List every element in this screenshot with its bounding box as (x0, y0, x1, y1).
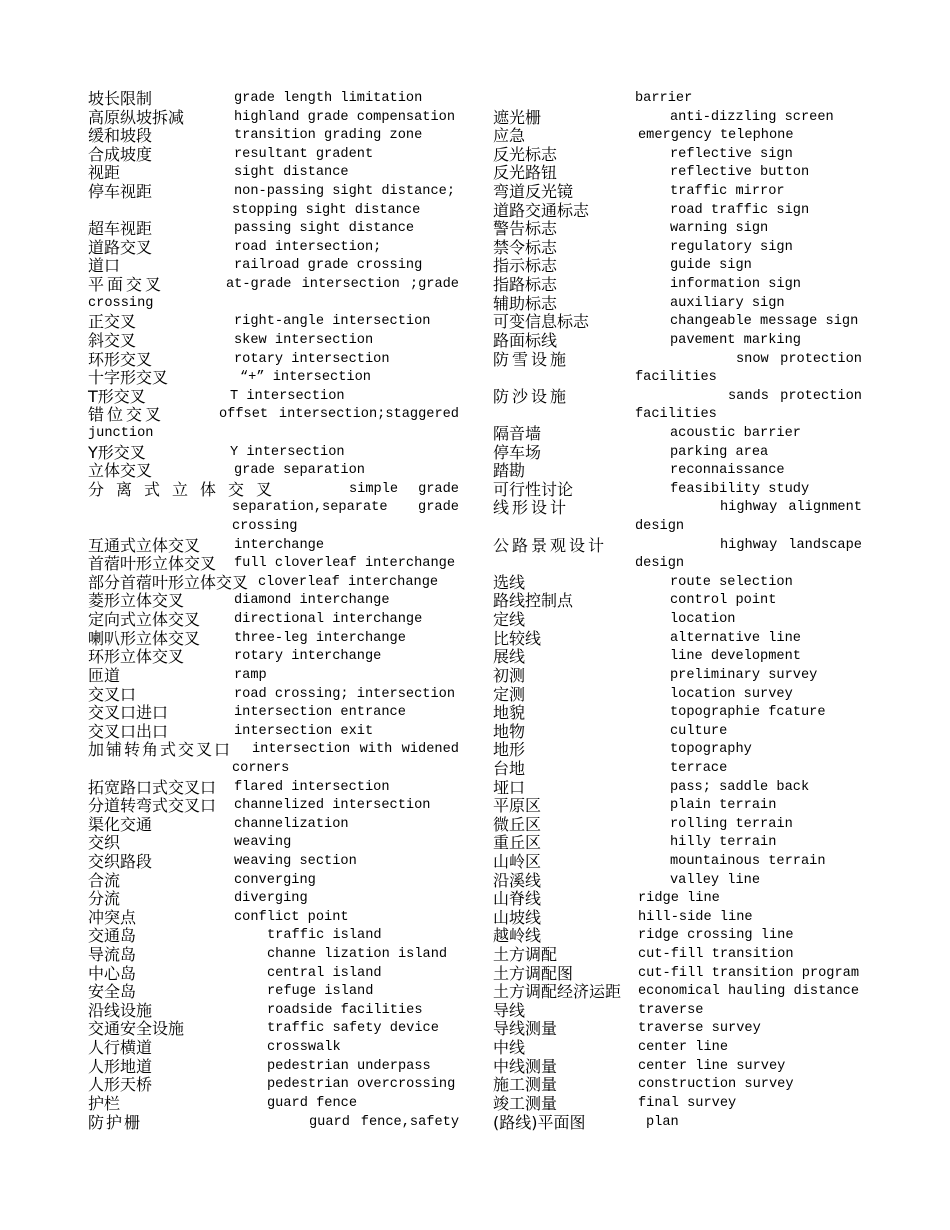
chinese-term: 交叉口出口 (88, 721, 169, 741)
chinese-term: 中心岛 (88, 963, 137, 983)
english-term: sight distance (234, 165, 349, 181)
english-term: rotary interchange (234, 649, 382, 665)
glossary-line (0, 946, 950, 965)
glossary-line (0, 723, 950, 742)
chinese-term: 菱形立体交叉 (88, 591, 185, 611)
chinese-term: 指示标志 (493, 256, 558, 276)
english-term: railroad grade crossing (234, 258, 423, 274)
chinese-term: 台地 (493, 758, 526, 778)
english-term: T intersection (230, 388, 345, 404)
glossary-line (0, 518, 950, 537)
english-term: transition grading zone (234, 128, 423, 144)
chinese-term: 护栏 (88, 1093, 121, 1113)
english-term: channelized intersection (234, 798, 431, 814)
chinese-term: 停车场 (493, 442, 542, 462)
chinese-term: 辅助标志 (493, 293, 558, 313)
chinese-term: 坡长限制 (88, 89, 153, 108)
english-term: ridge line (638, 891, 720, 907)
english-term: diverging (234, 891, 308, 907)
english-term: cut-fill transition program (638, 965, 860, 981)
english-term: grade separation (234, 463, 365, 479)
chinese-term: 立体交叉 (88, 461, 153, 481)
chinese-term: 道路交通标志 (493, 200, 590, 220)
glossary-line (0, 853, 950, 872)
chinese-term: 越岭线 (493, 926, 542, 946)
glossary-line (0, 797, 950, 816)
english-term: at-grade intersection ;grade (226, 277, 459, 293)
english-term: emergency telephone (638, 128, 794, 144)
english-term: line development (670, 649, 801, 665)
english-term: crossing (232, 519, 298, 535)
chinese-term: 应急 (493, 126, 526, 146)
chinese-term: 交织路段 (88, 851, 153, 871)
english-term: reflective button (670, 165, 810, 181)
chinese-term: 人形天桥 (88, 1075, 153, 1095)
chinese-term: 山坡线 (493, 907, 542, 927)
chinese-term: 交通岛 (88, 926, 137, 946)
english-term: right-angle intersection (234, 314, 431, 330)
english-term: skew intersection (234, 332, 374, 348)
glossary-line (0, 927, 950, 946)
glossary-line (0, 164, 950, 183)
glossary-line (0, 109, 950, 128)
chinese-term: (路线)平面图 (493, 1112, 586, 1132)
english-term: road crossing; intersection (234, 686, 456, 702)
english-term: alternative line (670, 630, 801, 646)
glossary-line (0, 834, 950, 853)
glossary-line (0, 369, 950, 388)
english-term: warning sign (670, 221, 769, 237)
chinese-term: 警告标志 (493, 219, 558, 239)
english-term: guard fence (267, 1095, 358, 1111)
glossary-line (0, 146, 950, 165)
chinese-term: 中线测量 (493, 1056, 558, 1076)
glossary-line (0, 332, 950, 351)
english-term: separation,separate grade (232, 500, 459, 516)
english-term: reconnaissance (670, 463, 785, 479)
chinese-term: 环形立体交叉 (88, 647, 185, 667)
chinese-term: 人形地道 (88, 1056, 153, 1076)
chinese-term: 分离式立体交叉 (88, 479, 285, 499)
chinese-term: 土方调配 (493, 945, 558, 965)
chinese-term: 首蓿叶形立体交叉 (88, 554, 217, 574)
chinese-term: 十字形交叉 (88, 368, 169, 388)
english-term: center line survey (638, 1058, 786, 1074)
chinese-term: 安全岛 (88, 982, 137, 1002)
chinese-term: 加铺转角式交叉口 (88, 740, 233, 760)
english-term: Y intersection (230, 444, 345, 460)
english-term: culture (670, 723, 728, 739)
english-term: grade length limitation (234, 91, 423, 106)
chinese-term: 渠化交通 (88, 814, 153, 834)
chinese-term: 导线 (493, 1000, 526, 1020)
chinese-term: 交织 (88, 833, 121, 853)
glossary-line (0, 760, 950, 779)
glossary-line (0, 425, 950, 444)
english-term: facilities (635, 370, 717, 386)
english-term: guard fence,safety (309, 1114, 459, 1130)
english-term: valley line (670, 872, 761, 888)
english-term: feasibility study (670, 481, 810, 497)
glossary-line (0, 257, 950, 276)
english-term: pavement marking (670, 332, 801, 348)
english-term: “+” intersection (240, 370, 371, 386)
english-term: preliminary survey (670, 667, 818, 683)
english-term: crossing (88, 295, 154, 311)
chinese-term: 交通安全设施 (88, 1019, 185, 1039)
glossary-line (0, 1058, 950, 1077)
chinese-term: 沿溪线 (493, 870, 542, 890)
glossary-line (0, 779, 950, 798)
glossary-line (0, 239, 950, 258)
chinese-term: 导线测量 (493, 1019, 558, 1039)
english-term: changeable message sign (670, 314, 859, 330)
glossary-line (0, 462, 950, 481)
chinese-term: 高原纵坡拆减 (88, 107, 185, 127)
chinese-term: 反光标志 (493, 144, 558, 164)
english-term: pedestrian underpass (267, 1058, 431, 1074)
glossary-line (0, 1095, 950, 1114)
glossary-line (0, 648, 950, 667)
glossary-line (0, 704, 950, 723)
english-term: converging (234, 872, 316, 888)
english-term: flared intersection (234, 779, 390, 795)
chinese-term: 拓宽路口式交叉口 (88, 777, 217, 797)
chinese-term: 合流 (88, 870, 121, 890)
english-term: center line (638, 1040, 729, 1056)
english-term: weaving section (234, 853, 357, 869)
chinese-term: 冲突点 (88, 907, 137, 927)
glossary-line (0, 872, 950, 891)
english-term: junction (88, 425, 154, 441)
english-term: barrier (635, 91, 693, 106)
english-term: traffic mirror (670, 184, 785, 200)
chinese-term: 道口 (88, 256, 121, 276)
glossary-line (0, 444, 950, 463)
english-term: construction survey (638, 1077, 794, 1093)
glossary-line (0, 1076, 950, 1095)
english-term: intersection exit (234, 723, 374, 739)
glossary-line (0, 127, 950, 146)
chinese-term: 山脊线 (493, 889, 542, 909)
chinese-term: 定测 (493, 684, 526, 704)
chinese-term: 选线 (493, 572, 526, 592)
english-term: crosswalk (267, 1040, 341, 1056)
english-term: highway landscape (720, 537, 862, 553)
english-term: simple grade (349, 481, 459, 497)
english-term: route selection (670, 574, 793, 590)
english-term: central island (267, 965, 382, 981)
chinese-term: 斜交叉 (88, 330, 137, 350)
glossary-line (0, 890, 950, 909)
english-term: control point (670, 593, 777, 609)
english-term: weaving (234, 835, 292, 851)
english-term: ridge crossing line (638, 928, 794, 944)
glossary-line (0, 183, 950, 202)
chinese-term: 比较线 (493, 628, 542, 648)
english-term: intersection entrance (234, 705, 406, 721)
english-term: mountainous terrain (670, 853, 826, 869)
english-term: plain terrain (670, 798, 777, 814)
chinese-term: 线形设计 (493, 498, 570, 518)
english-term: highway alignment (720, 500, 862, 516)
chinese-term: 平原区 (493, 796, 542, 816)
chinese-term: 导流岛 (88, 945, 137, 965)
english-term: directional interchange (234, 612, 423, 628)
english-term: traffic island (267, 928, 382, 944)
chinese-term: 踏勘 (493, 461, 526, 481)
chinese-term: 可行性讨论 (493, 479, 574, 499)
chinese-term: 垭口 (493, 777, 526, 797)
chinese-term: 中线 (493, 1038, 526, 1058)
english-term: snow protection (736, 351, 862, 367)
chinese-term: 沿线设施 (88, 1000, 153, 1020)
glossary-line (0, 295, 950, 314)
glossary-line (0, 537, 950, 556)
english-term: acoustic barrier (670, 425, 801, 441)
english-term: rotary intersection (234, 351, 390, 367)
chinese-term: 指路标志 (493, 275, 558, 295)
chinese-term: 停车视距 (88, 182, 153, 202)
glossary-line (0, 90, 950, 109)
glossary-line (0, 555, 950, 574)
chinese-term: 分流 (88, 889, 121, 909)
english-term: facilities (635, 407, 717, 423)
chinese-term: 喇叭形立体交叉 (88, 628, 201, 648)
english-term: cloverleaf interchange (258, 574, 439, 590)
chinese-term: 可变信息标志 (493, 312, 590, 332)
glossary-line (0, 276, 950, 295)
chinese-term: 定线 (493, 610, 526, 630)
glossary-line (0, 313, 950, 332)
chinese-term: 路面标线 (493, 330, 558, 350)
glossary-line (0, 481, 950, 500)
english-term: cut-fill transition (638, 947, 794, 963)
english-term: passing sight distance (234, 221, 415, 237)
english-term: interchange (234, 537, 325, 553)
english-term: highland grade compensation (234, 109, 456, 125)
glossary-line (0, 741, 950, 760)
chinese-term: 地形 (493, 740, 526, 760)
english-term: rolling terrain (670, 816, 793, 832)
chinese-term: 展线 (493, 647, 526, 667)
glossary-line (0, 574, 950, 593)
english-term: economical hauling distance (638, 984, 860, 1000)
chinese-term: 合成坡度 (88, 144, 153, 164)
chinese-term: 道路交叉 (88, 237, 153, 257)
chinese-term: 土方调配经济运距 (493, 982, 622, 1002)
english-term: traffic safety device (267, 1021, 439, 1037)
english-term: refuge island (267, 984, 374, 1000)
chinese-term: 环形交叉 (88, 349, 153, 369)
english-term: location (670, 612, 736, 628)
chinese-term: 地貌 (493, 703, 526, 723)
english-term: plan (646, 1114, 679, 1130)
chinese-term: 地物 (493, 721, 526, 741)
chinese-term: T形交叉 (88, 386, 146, 406)
english-term: topographie fcature (670, 705, 826, 721)
chinese-term: 竣工测量 (493, 1093, 558, 1113)
chinese-term: 微丘区 (493, 814, 542, 834)
english-term: terrace (670, 760, 728, 776)
chinese-term: 土方调配图 (493, 963, 574, 983)
chinese-term: 互通式立体交叉 (88, 535, 201, 555)
glossary-line (0, 1020, 950, 1039)
english-term: design (635, 556, 685, 572)
english-term: ramp (234, 667, 267, 683)
right-glossary-column (0, 90, 950, 1132)
english-term: intersection with widened (252, 742, 459, 758)
english-term: topography (670, 742, 752, 758)
english-term: final survey (638, 1095, 737, 1111)
chinese-term: 分道转弯式交叉口 (88, 796, 217, 816)
glossary-line (0, 965, 950, 984)
chinese-term: 定向式立体交叉 (88, 610, 201, 630)
english-term: conflict point (234, 909, 349, 925)
chinese-term: 遮光栅 (493, 107, 542, 127)
chinese-term: 施工测量 (493, 1075, 558, 1095)
english-term: road traffic sign (670, 202, 810, 218)
english-term: guide sign (670, 258, 752, 274)
chinese-term: 人行横道 (88, 1038, 153, 1058)
english-term: full cloverleaf interchange (234, 556, 456, 572)
english-term: pedestrian overcrossing (267, 1077, 456, 1093)
english-term: corners (232, 760, 290, 776)
glossary-line (0, 630, 950, 649)
glossary-line (0, 592, 950, 611)
english-term: location survey (670, 686, 793, 702)
glossary-line (0, 816, 950, 835)
chinese-term: 正交叉 (88, 312, 137, 332)
chinese-term: 防护栅 (88, 1112, 143, 1132)
glossary-line (0, 220, 950, 239)
chinese-term: 山岭区 (493, 851, 542, 871)
glossary-line (0, 611, 950, 630)
chinese-term: 部分首蓿叶形立体交叉 (88, 572, 249, 592)
chinese-term: 隔音墙 (493, 423, 542, 443)
english-term: information sign (670, 277, 801, 293)
chinese-term: 缓和坡段 (88, 126, 153, 146)
english-term: channelization (234, 816, 349, 832)
chinese-term: 匝道 (88, 665, 121, 685)
english-term: pass; saddle back (670, 779, 810, 795)
english-term: traverse survey (638, 1021, 761, 1037)
glossary-line (0, 202, 950, 221)
chinese-term: 公路景观设计 (493, 535, 608, 555)
english-term: parking area (670, 444, 769, 460)
glossary-line (0, 686, 950, 705)
english-term: diamond interchange (234, 593, 390, 609)
glossary-line (0, 351, 950, 370)
chinese-term: 交叉口进口 (88, 703, 169, 723)
chinese-term: 弯道反光镜 (493, 182, 574, 202)
english-term: sands protection (728, 388, 862, 404)
glossary-line (0, 1002, 950, 1021)
english-term: road intersection; (234, 239, 382, 255)
glossary-line (0, 406, 950, 425)
english-term: traverse (638, 1002, 704, 1018)
english-term: roadside facilities (267, 1002, 423, 1018)
chinese-term: 防雪设施 (493, 349, 570, 369)
glossary-line (0, 909, 950, 928)
english-term: non-passing sight distance; (234, 184, 456, 200)
chinese-term: 视距 (88, 163, 121, 183)
chinese-term: 交叉口 (88, 684, 137, 704)
chinese-term: Y形交叉 (88, 442, 146, 462)
chinese-term: 禁令标志 (493, 237, 558, 257)
english-term: design (635, 519, 685, 535)
chinese-term: 超车视距 (88, 219, 153, 239)
glossary-line (0, 667, 950, 686)
english-term: reflective sign (670, 146, 793, 162)
glossary-line (0, 1114, 950, 1133)
chinese-term: 初测 (493, 665, 526, 685)
glossary-line (0, 983, 950, 1002)
english-term: channe lization island (267, 947, 448, 963)
glossary-line (0, 499, 950, 518)
glossary-line (0, 1039, 950, 1058)
chinese-term: 重丘区 (493, 833, 542, 853)
english-term: offset intersection;staggered (219, 407, 459, 423)
glossary-line (0, 388, 950, 407)
chinese-term: 路线控制点 (493, 591, 574, 611)
chinese-term: 防沙设施 (493, 386, 570, 406)
english-term: anti-dizzling screen (670, 109, 834, 125)
chinese-term: 错位交叉 (88, 405, 165, 425)
chinese-term: 平面交叉 (88, 275, 165, 295)
english-term: three-leg interchange (234, 630, 406, 646)
english-term: regulatory sign (670, 239, 793, 255)
english-term: stopping sight distance (232, 202, 421, 218)
chinese-term: 反光路钮 (493, 163, 558, 183)
english-term: hill-side line (638, 909, 753, 925)
english-term: resultant gradent (234, 146, 374, 162)
english-term: auxiliary sign (670, 295, 785, 311)
english-term: hilly terrain (670, 835, 777, 851)
